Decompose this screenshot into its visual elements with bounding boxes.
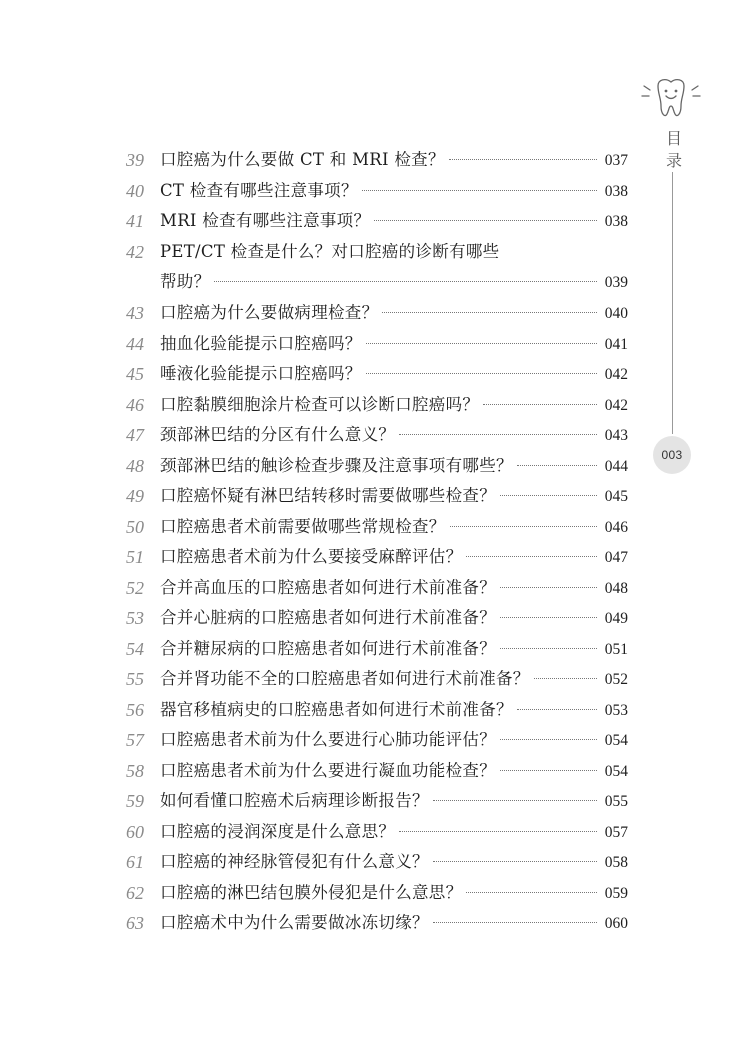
- entry-title: 如何看懂口腔癌术后病理诊断报告？: [160, 791, 429, 810]
- entry-page: 060: [604, 915, 628, 932]
- dot-leader: [433, 800, 597, 801]
- entry-number: 53: [126, 608, 144, 628]
- toc-entry[interactable]: [0, 390, 750, 420]
- entry-page: 042: [604, 397, 628, 414]
- entry-number: 46: [126, 395, 144, 415]
- entry-number: 56: [126, 700, 144, 720]
- entry-page: 042: [604, 366, 628, 383]
- toc-entry[interactable]: [0, 634, 750, 664]
- entry-number: 59: [126, 791, 144, 811]
- entry-title: 颈部淋巴结的分区有什么意义？: [160, 425, 396, 444]
- entry-number: 47: [126, 425, 144, 445]
- entry-page: 048: [604, 580, 628, 597]
- entry-number: 61: [126, 852, 144, 872]
- dot-leader: [517, 709, 597, 710]
- entry-title: 口腔癌的淋巴结包膜外侵犯是什么意思？: [160, 883, 463, 902]
- toc-entry[interactable]: [0, 542, 750, 572]
- dot-leader: [466, 556, 597, 557]
- entry-number: 54: [126, 639, 144, 659]
- entry-title: 口腔癌的浸润深度是什么意思？: [160, 822, 396, 841]
- entry-title: 口腔癌患者术前需要做哪些常规检查？: [160, 517, 446, 536]
- dot-leader: [500, 648, 597, 649]
- entry-page: 049: [604, 610, 628, 627]
- dot-leader: [500, 587, 597, 588]
- toc-entry[interactable]: [0, 573, 750, 603]
- entry-page: 038: [604, 213, 628, 230]
- entry-title: 口腔癌怀疑有淋巴结转移时需要做哪些检查？: [160, 486, 496, 505]
- dot-leader: [382, 312, 597, 313]
- dot-leader: [450, 526, 597, 527]
- entry-page: 044: [604, 458, 628, 475]
- entry-page: 041: [604, 336, 628, 353]
- nav-label-mu: 目: [665, 129, 682, 148]
- entry-number: 45: [126, 364, 144, 384]
- entry-number: 60: [126, 822, 144, 842]
- entry-page: 039: [604, 274, 628, 291]
- toc-entry[interactable]: [0, 329, 750, 359]
- entry-title: 器官移植病史的口腔癌患者如何进行术前准备？: [160, 700, 513, 719]
- dot-leader: [517, 465, 597, 466]
- dot-leader: [433, 861, 597, 862]
- entry-title: 颈部淋巴结的触诊检查步骤及注意事项有哪些？: [160, 456, 513, 475]
- dot-leader: [500, 770, 597, 771]
- entry-title: MRI 检查有哪些注意事项？: [160, 211, 371, 230]
- entry-title: 口腔癌的神经脉管侵犯有什么意义？: [160, 852, 429, 871]
- entry-page: 043: [604, 427, 628, 444]
- toc-entry[interactable]: [0, 145, 750, 175]
- entry-title: CT 检查有哪些注意事项？: [160, 181, 358, 200]
- entry-number: 63: [126, 913, 144, 933]
- dot-leader: [362, 190, 597, 191]
- entry-number: 48: [126, 456, 144, 476]
- entry-number: 49: [126, 486, 144, 506]
- entry-page: 054: [604, 732, 628, 749]
- entry-title: 口腔癌为什么要做病理检查？: [160, 303, 379, 322]
- toc-entry[interactable]: [0, 908, 750, 938]
- entry-page: 052: [604, 671, 628, 688]
- entry-title: 合并心脏病的口腔癌患者如何进行术前准备？: [160, 608, 496, 627]
- entry-number: 58: [126, 761, 144, 781]
- entry-title: 抽血化验能提示口腔癌吗？: [160, 334, 362, 353]
- toc-entry-continuation[interactable]: [0, 267, 750, 297]
- entry-page: 059: [604, 885, 628, 902]
- dot-leader: [399, 831, 597, 832]
- entry-number: 50: [126, 517, 144, 537]
- dot-leader: [466, 892, 597, 893]
- dot-leader: [433, 922, 597, 923]
- entry-title: 口腔癌术中为什么需要做冰冻切缘？: [160, 913, 429, 932]
- tooth-mascot-icon: [640, 76, 702, 120]
- entry-title: 唾液化验能提示口腔癌吗？: [160, 364, 362, 383]
- entry-page: 037: [604, 152, 628, 169]
- entry-title: PET/CT 检查是什么？对口腔癌的诊断有哪些: [160, 242, 500, 261]
- dot-leader: [374, 220, 597, 221]
- toc-entry[interactable]: [0, 786, 750, 816]
- entry-page: 040: [604, 305, 628, 322]
- toc-entry[interactable]: [0, 206, 750, 236]
- toc-entry[interactable]: [0, 451, 750, 481]
- entry-title: 合并肾功能不全的口腔癌患者如何进行术前准备？: [160, 669, 530, 688]
- toc-entry[interactable]: [0, 237, 750, 267]
- toc-entry[interactable]: [0, 359, 750, 389]
- toc-entry[interactable]: [0, 481, 750, 511]
- dot-leader: [534, 678, 597, 679]
- entry-number: 51: [126, 547, 144, 567]
- entry-page: 046: [604, 519, 628, 536]
- entry-page: 051: [604, 641, 628, 658]
- entry-title: 合并糖尿病的口腔癌患者如何进行术前准备？: [160, 639, 496, 658]
- entry-number: 41: [126, 211, 144, 231]
- dot-leader: [214, 281, 597, 282]
- dot-leader: [500, 739, 597, 740]
- entry-page: 057: [604, 824, 628, 841]
- dot-leader: [366, 343, 597, 344]
- toc-entry[interactable]: [0, 817, 750, 847]
- entry-title: 口腔癌患者术前为什么要进行凝血功能检查？: [160, 761, 496, 780]
- toc-entry[interactable]: [0, 878, 750, 908]
- entry-title: 口腔癌患者术前为什么要进行心肺功能评估？: [160, 730, 496, 749]
- entry-number: 52: [126, 578, 144, 598]
- entry-title: 合并高血压的口腔癌患者如何进行术前准备？: [160, 578, 496, 597]
- entry-page: 058: [604, 854, 628, 871]
- entry-number: 62: [126, 883, 144, 903]
- toc-entry[interactable]: [0, 725, 750, 755]
- entry-page: 047: [604, 549, 628, 566]
- dot-leader: [483, 404, 597, 405]
- entry-title: 口腔癌患者术前为什么要接受麻醉评估？: [160, 547, 463, 566]
- entry-number: 42: [126, 242, 144, 262]
- toc-entry[interactable]: [0, 420, 750, 450]
- entry-number: 57: [126, 730, 144, 750]
- toc-entry[interactable]: [0, 176, 750, 206]
- entry-number: 55: [126, 669, 144, 689]
- entry-number: 39: [126, 150, 144, 170]
- nav-label-lu: 录: [665, 151, 682, 170]
- page-number: 003: [661, 448, 683, 462]
- toc-entry[interactable]: [0, 695, 750, 725]
- entry-page: 054: [604, 763, 628, 780]
- toc-entry[interactable]: [0, 603, 750, 633]
- dot-leader: [366, 373, 597, 374]
- entry-page: 055: [604, 793, 628, 810]
- entry-number: 43: [126, 303, 144, 323]
- entry-number: 44: [126, 334, 144, 354]
- dot-leader: [449, 159, 597, 160]
- entry-title-continued: 帮助？: [160, 272, 211, 291]
- dot-leader: [500, 495, 597, 496]
- entry-page: 038: [604, 183, 628, 200]
- dot-leader: [399, 434, 597, 435]
- dot-leader: [500, 617, 597, 618]
- toc-entry[interactable]: [0, 756, 750, 786]
- toc-entry[interactable]: [0, 512, 750, 542]
- toc-entry[interactable]: [0, 298, 750, 328]
- entry-page: 045: [604, 488, 628, 505]
- entry-title: 口腔癌为什么要做 CT 和 MRI 检查？: [160, 150, 445, 169]
- toc-entry[interactable]: [0, 664, 750, 694]
- entry-number: 40: [126, 181, 144, 201]
- toc-entry[interactable]: [0, 847, 750, 877]
- entry-title: 口腔黏膜细胞涂片检查可以诊断口腔癌吗？: [160, 395, 480, 414]
- entry-page: 053: [604, 702, 628, 719]
